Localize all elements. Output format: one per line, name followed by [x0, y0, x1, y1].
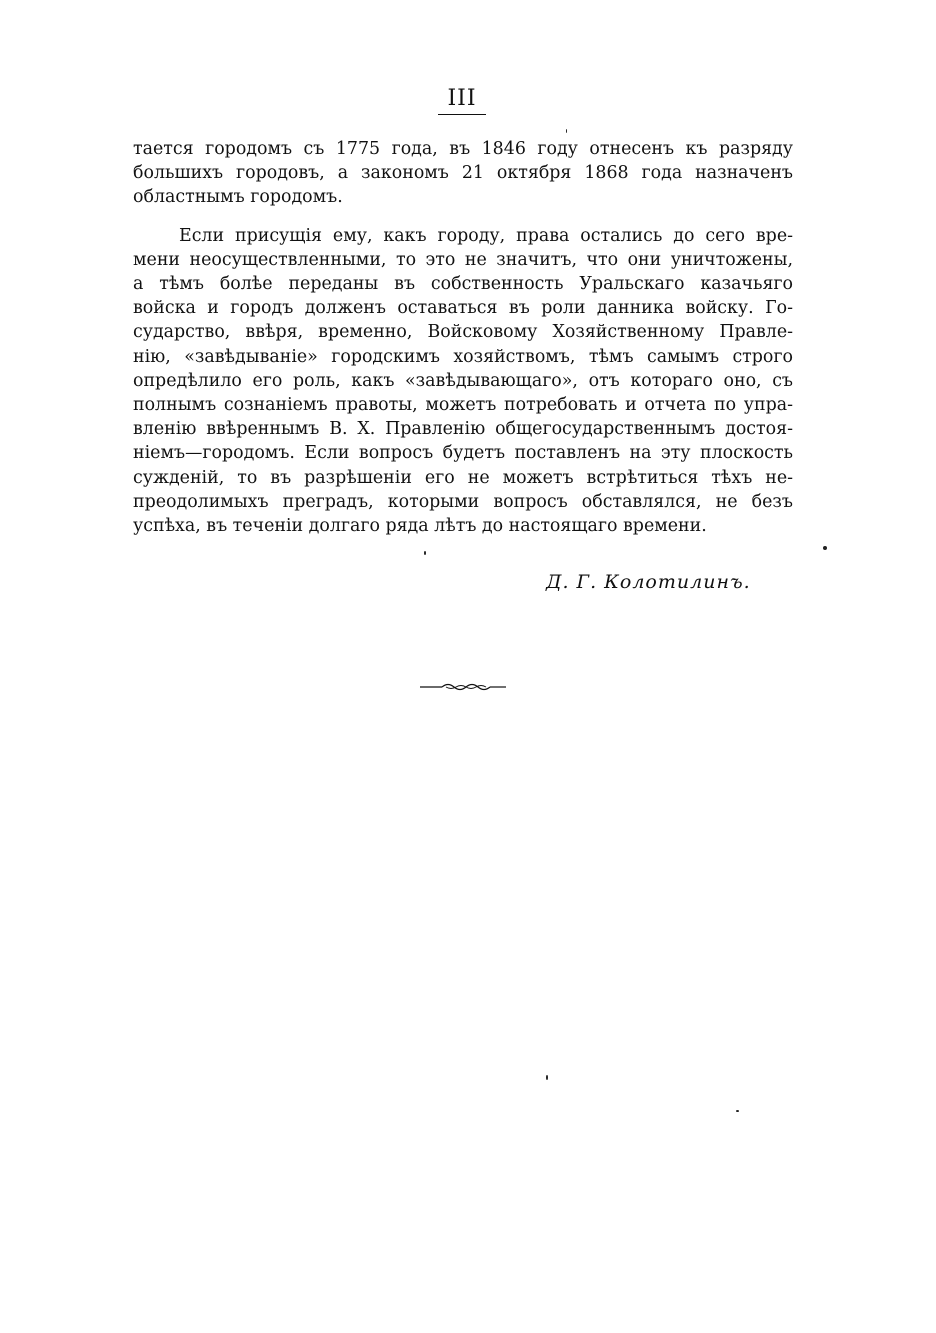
text-line: успѣха, въ теченіи долгаго ряда лѣтъ до настоящаго времени. — [133, 516, 707, 537]
scan-speck — [546, 1075, 548, 1080]
text-line: сужденій, то въ разрѣшеніи его не можетъ встрѣтиться тѣхъ не- — [133, 467, 793, 488]
scan-speck — [424, 551, 426, 555]
paragraph-2 — [133, 224, 793, 539]
author-signature: Д. Г. Колотилинъ. — [546, 571, 751, 593]
text-line: войска и городъ долженъ оставаться въ роли данника войску. Го- — [133, 298, 793, 319]
text-line: опредѣлило его роль, какъ «завѣдывающаго», отъ котораго оно, съ — [133, 370, 793, 391]
body-text — [133, 137, 793, 538]
text-line: а тѣмъ болѣе переданы въ собственность Уральскаго казачьяго — [133, 274, 793, 295]
text-line: сударство, ввѣря, временно, Войсковому Хозяйственному Правле- — [133, 322, 793, 343]
text-line: преодолимыхъ преградъ, которыми вопросъ обставлялся, не безъ — [133, 491, 793, 512]
scan-speck — [736, 1110, 739, 1112]
paragraph-1 — [133, 137, 793, 210]
page-number: III — [438, 86, 486, 115]
text-line: ніемъ—городомъ. Если вопросъ будетъ поставленъ на эту плоскость — [133, 443, 793, 464]
text-line: вленію ввѣреннымъ В. Х. Правленію общегосударственнымъ достоя- — [133, 419, 793, 440]
text-line: областнымъ городомъ. — [133, 187, 343, 208]
scan-speck — [823, 546, 827, 550]
text-line: нію, «завѣдываніе» городскимъ хозяйствомъ, тѣмъ самымъ строго — [133, 346, 793, 367]
text-line: большихъ городовъ, а закономъ 21 октября 1868 года назначенъ — [133, 163, 793, 184]
text-line: Если присущія ему, какъ городу, права остались до сего вре- — [179, 225, 793, 246]
ornament-divider — [420, 680, 506, 694]
text-line: полнымъ сознаніемъ правоты, можетъ потребовать и отчета по упра- — [133, 395, 793, 416]
text-line: мени неосуществленными, то это не значитъ, что они уничтожены, — [133, 249, 793, 270]
scan-speck — [566, 129, 567, 133]
text-line: тается городомъ съ 1775 года, въ 1846 году отнесенъ къ разряду — [133, 139, 793, 159]
